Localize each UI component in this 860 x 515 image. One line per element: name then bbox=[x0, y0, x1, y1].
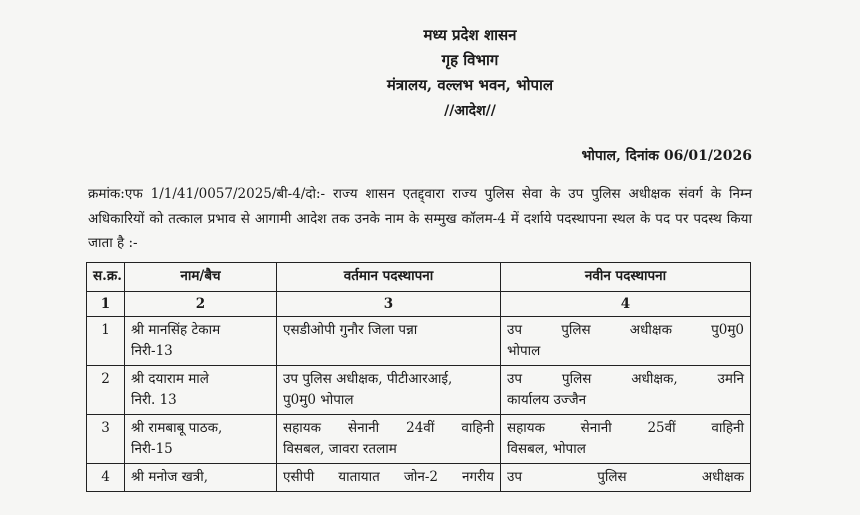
new-posting-line: भोपाल bbox=[507, 343, 541, 359]
current-posting-cell bbox=[277, 366, 501, 415]
officer-batch: निरी-15 bbox=[131, 441, 173, 457]
new-posting-cell bbox=[501, 366, 751, 415]
new-posting-cell bbox=[501, 415, 751, 464]
officer-name: श्री मनोज खत्री, bbox=[131, 469, 208, 485]
new-posting-line: विसबल, भोपाल bbox=[507, 441, 586, 457]
name-cell bbox=[125, 317, 277, 366]
order-text: क्रमांक:एफ 1/1/41/0057/2025/बी-4/दो:- राज्य शासन एतद्द्वारा राज्य पुलिस सेवा के उप पुलिस अधीक्षक संवर्ग के निम्न अधिकारियों को तत्काल प्रभाव से आगामी आदेश तक उनके नाम के सम्मुख कॉलम-4 में दर्शाये पदस्थापना स्थल के पद पर पदस्थ किया जाता है :- bbox=[88, 186, 752, 251]
govt-title: मध्य प्रदेश शासन bbox=[423, 26, 517, 44]
new-posting-line: उप पुलिस अधीक्षक पु0मु0 bbox=[507, 322, 744, 338]
current-posting-cell bbox=[277, 464, 501, 492]
date-line: भोपाल, दिनांक 06/01/2026 bbox=[581, 148, 752, 164]
department-title: गृह विभाग bbox=[441, 51, 499, 69]
column-number: 4 bbox=[501, 292, 751, 317]
column-number-row bbox=[87, 292, 751, 317]
column-number: 3 bbox=[277, 292, 501, 317]
current-posting-line: एसीपी यातायात जोन-2 नगरीय bbox=[283, 469, 494, 485]
current-posting-cell bbox=[277, 415, 501, 464]
new-posting-line: उप पुलिस अधीक्षक bbox=[507, 469, 744, 485]
posting-table bbox=[86, 262, 751, 492]
name-cell bbox=[125, 366, 277, 415]
table-row bbox=[87, 464, 751, 492]
new-posting-cell bbox=[501, 464, 751, 492]
table-row bbox=[87, 366, 751, 415]
serial-cell: 2 bbox=[87, 366, 125, 415]
header-name: नाम/बैच bbox=[125, 263, 277, 292]
serial-cell: 3 bbox=[87, 415, 125, 464]
current-posting-line: एसडीओपी गुनौर जिला पन्ना bbox=[283, 322, 418, 338]
officer-batch: निरी-13 bbox=[131, 343, 173, 359]
column-number: 2 bbox=[125, 292, 277, 317]
current-posting-cell bbox=[277, 317, 501, 366]
serial-cell: 1 bbox=[87, 317, 125, 366]
header-serial: स.क्र. bbox=[87, 263, 125, 292]
current-posting-line: विसबल, जावरा रतलाम bbox=[283, 441, 397, 457]
current-posting-line: सहायक सेनानी 24वीं वाहिनी bbox=[283, 420, 494, 436]
new-posting-line: सहायक सेनानी 25वीं वाहिनी bbox=[507, 420, 744, 436]
order-heading: //आदेश// bbox=[444, 103, 496, 119]
officer-name: श्री रामबाबू पाठक, bbox=[131, 420, 223, 436]
current-posting-line: पु0मु0 भोपाल bbox=[283, 392, 354, 408]
header-new-posting: नवीन पदस्थापना bbox=[501, 263, 751, 292]
new-posting-cell bbox=[501, 317, 751, 366]
name-cell bbox=[125, 415, 277, 464]
name-cell bbox=[125, 464, 277, 492]
new-posting-line: कार्यालय उज्जैन bbox=[507, 392, 587, 408]
officer-batch: निरी. 13 bbox=[131, 392, 177, 408]
officer-name: श्री दयाराम माले bbox=[131, 371, 209, 387]
serial-cell: 4 bbox=[87, 464, 125, 492]
officer-name: श्री मानसिंह टेकाम bbox=[131, 322, 221, 338]
current-posting-line: उप पुलिस अधीक्षक, पीटीआरआई, bbox=[283, 371, 453, 387]
new-posting-line: उप पुलिस अधीक्षक, उमनि bbox=[507, 371, 744, 387]
office-address: मंत्रालय, वल्लभ भवन, भोपाल bbox=[386, 76, 554, 94]
table-row bbox=[87, 317, 751, 366]
header-current-posting: वर्तमान पदस्थापना bbox=[277, 263, 501, 292]
column-number: 1 bbox=[87, 292, 125, 317]
table-header-row bbox=[87, 263, 751, 292]
table-row bbox=[87, 415, 751, 464]
